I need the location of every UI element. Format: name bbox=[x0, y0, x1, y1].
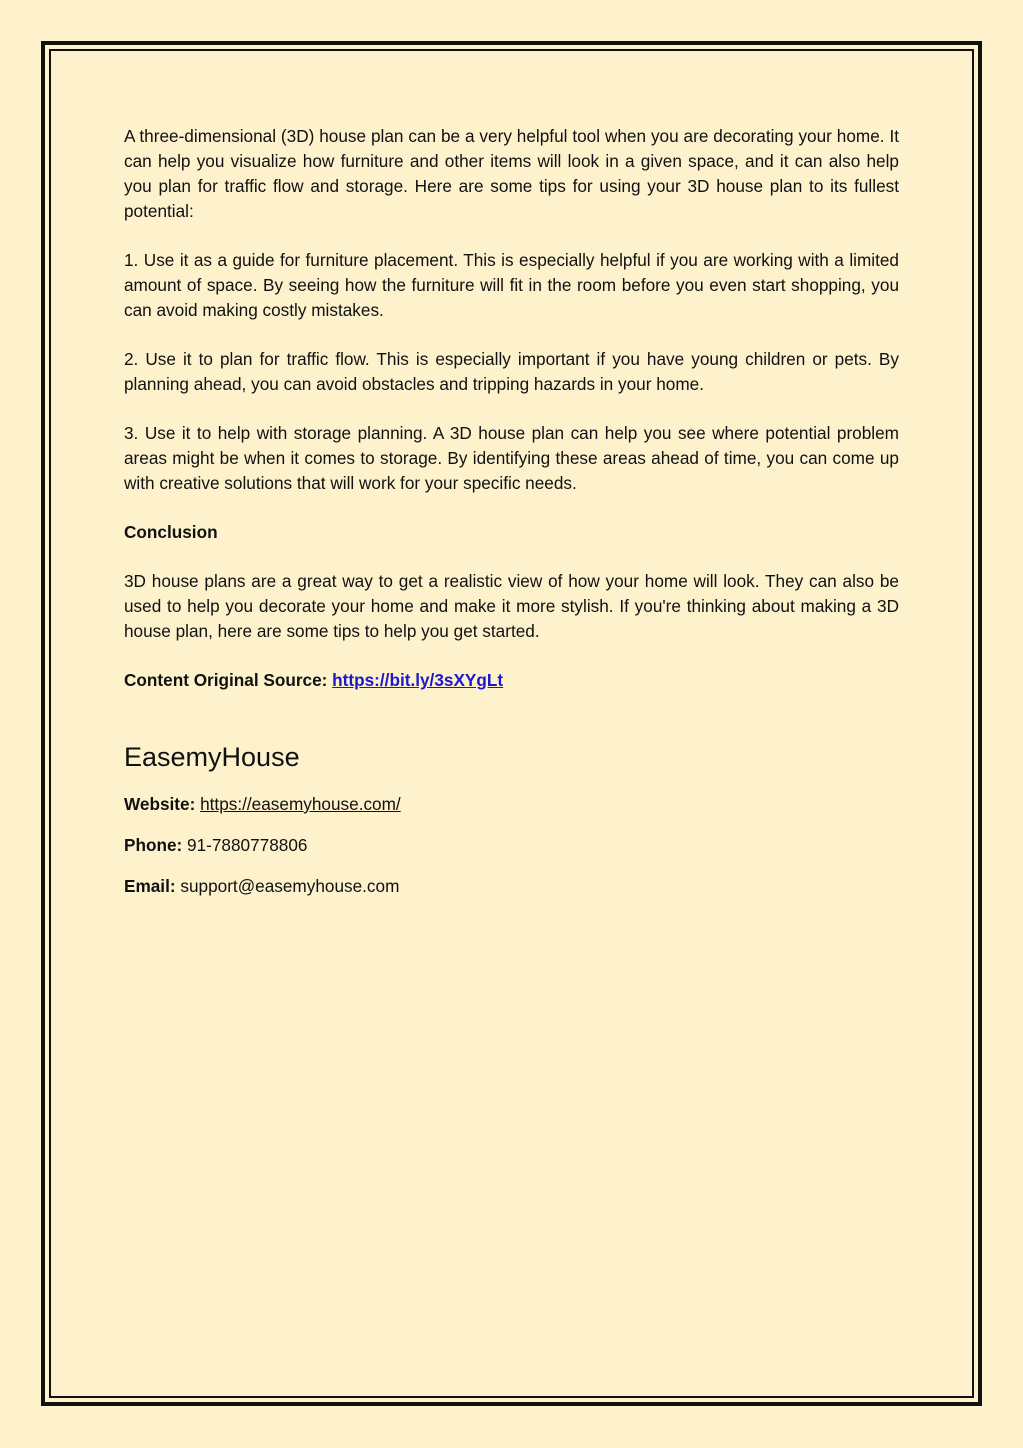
website-label: Website: bbox=[124, 794, 196, 814]
phone-value: 91-7880778806 bbox=[187, 835, 308, 855]
email-value: support@easemyhouse.com bbox=[180, 876, 400, 896]
tip-traffic-flow: 2. Use it to plan for traffic flow. This is especially important if you have young children or pets. By planning ahead, you can avoid obstacles and tripping hazards in your home. bbox=[124, 349, 899, 394]
phone-label: Phone: bbox=[124, 835, 183, 855]
contact-website bbox=[124, 792, 899, 817]
content-source-line bbox=[124, 668, 899, 693]
email-label: Email: bbox=[124, 876, 176, 896]
intro-paragraph: A three-dimensional (3D) house plan can be a very helpful tool when you are decorating your home. It can help you visualize how furniture and other items will look in a given space, and it can also help you plan for traffic flow and storage. Here are some tips for using your 3D house plan to its fullest potential: bbox=[124, 126, 899, 221]
website-link[interactable]: https://easemyhouse.com/ bbox=[200, 794, 401, 814]
brand-name: EasemyHouse bbox=[124, 742, 300, 772]
tip-furniture-placement: 1. Use it as a guide for furniture placement. This is especially helpful if you are working with a limited amount of space. By seeing how the furniture will fit in the room before you even start shopping, you can avoid making costly mistakes. bbox=[124, 250, 899, 320]
content-source-link[interactable]: https://bit.ly/3sXYgLt bbox=[332, 670, 504, 690]
tip-storage-planning: 3. Use it to help with storage planning. A 3D house plan can help you see where potential problem areas might be when it comes to storage. By identifying these areas ahead of time, you can come up with creative solutions that will work for your specific needs. bbox=[124, 423, 899, 493]
conclusion-heading: Conclusion bbox=[124, 522, 218, 542]
contact-phone bbox=[124, 833, 899, 858]
content-source-label: Content Original Source: bbox=[124, 670, 333, 690]
conclusion-paragraph: 3D house plans are a great way to get a realistic view of how your home will look. They can also be used to help you decorate your home and make it more stylish. If you're thinking about making a 3D house plan, here are some tips to help you get started. bbox=[124, 571, 899, 641]
contact-email bbox=[124, 874, 899, 899]
document-body bbox=[124, 124, 899, 915]
